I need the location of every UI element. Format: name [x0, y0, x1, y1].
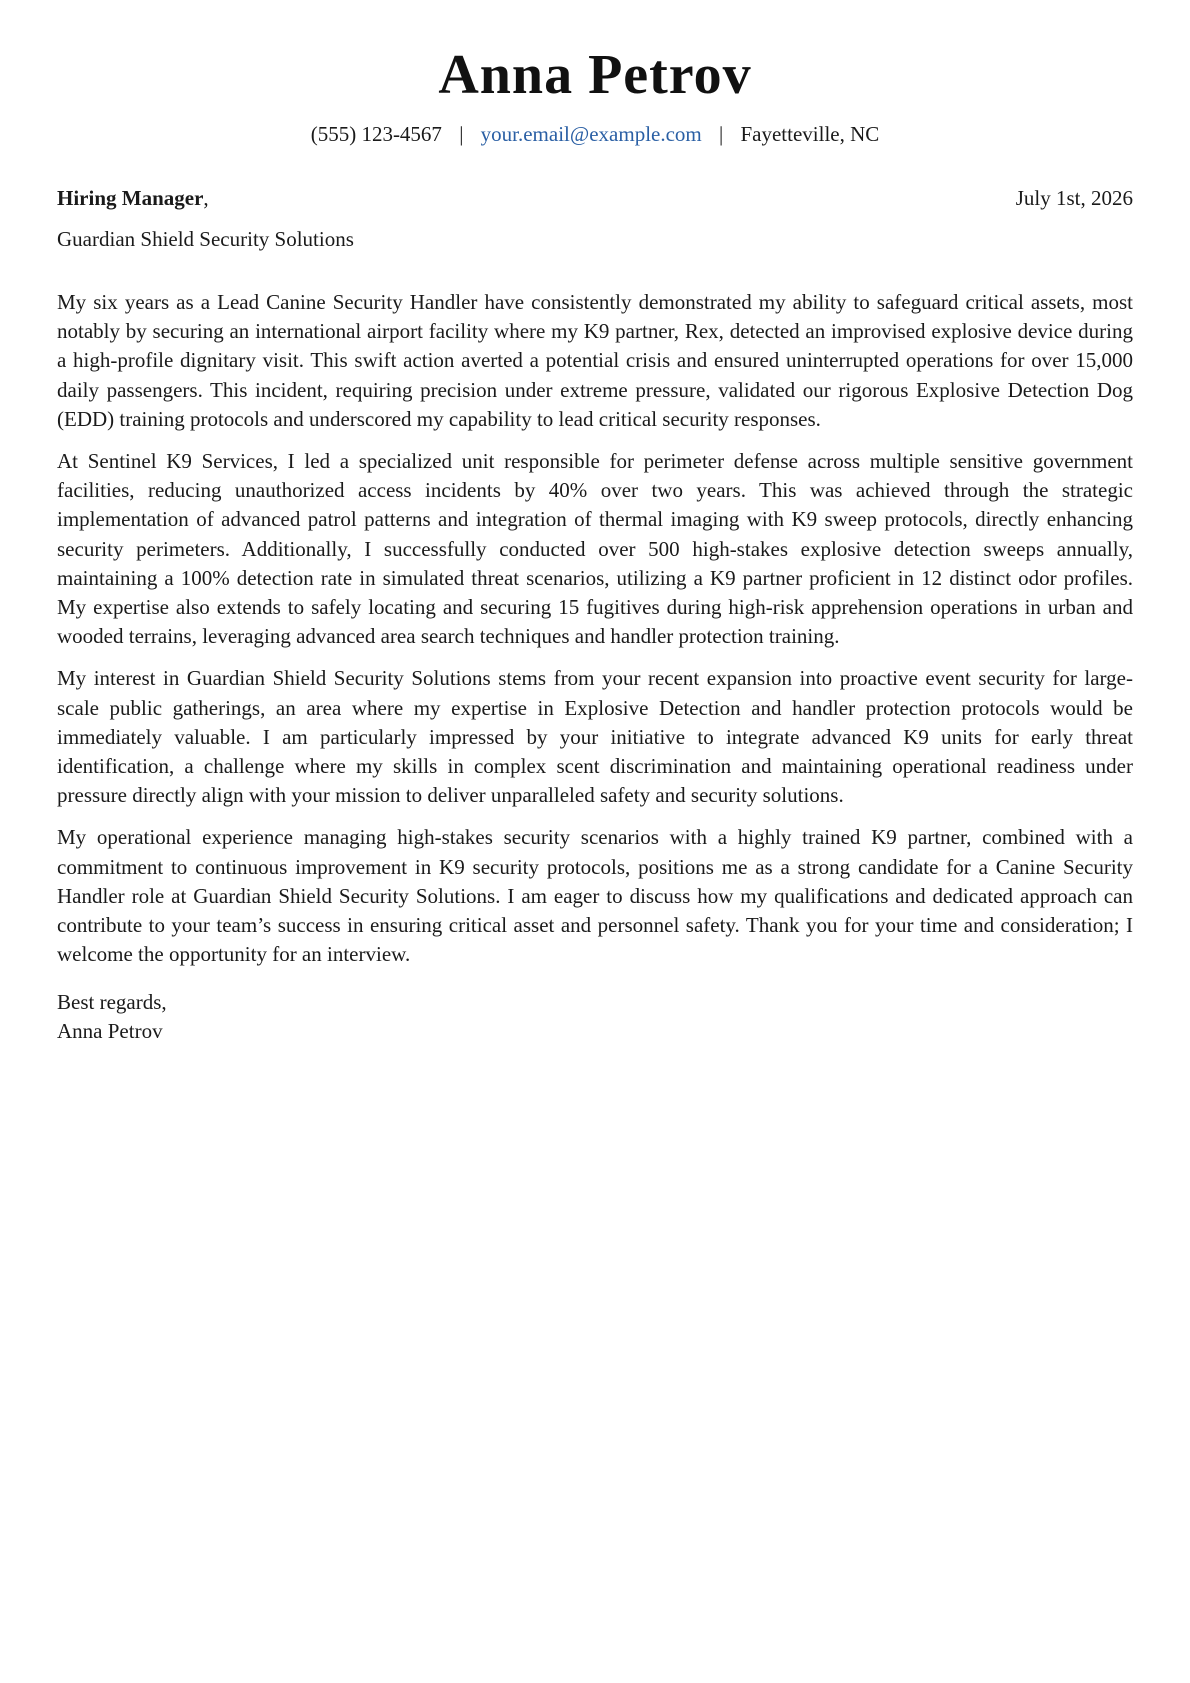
contact-separator: | — [719, 122, 724, 146]
location: Fayetteville, NC — [740, 122, 880, 146]
contact-separator: | — [459, 122, 464, 146]
closing-block — [57, 988, 1133, 1046]
closing-salutation: Best regards, — [57, 990, 167, 1015]
phone-number: (555) 123-4567 — [310, 122, 442, 146]
body-paragraph: My operational experience managing high-stakes security scenarios with a highly trained K9 partner, combined with a commitment to continuous improvement in K9 security protocols, positions me as a strong candidate for a Canine Security Handler role at Guardian Shield Security Solutions. I am eager to discuss how my qualifications and dedicated approach can contribute to your team’s success in ensuring critical asset and personnel safety. Thank you for your time and consideration; I welcome the opportunity for an interview. — [57, 825, 1133, 967]
recipient-name: Hiring Manager — [57, 186, 204, 210]
body-paragraph: At Sentinel K9 Services, I led a specialized unit responsible for perimeter defense across multiple sensitive government facilities, reducing unauthorized access incidents by 40% over two years. This was achieved through the strategic implementation of advanced patrol patterns and integration of thermal imaging with K9 sweep protocols, directly enhancing security perimeters. Additionally, I successfully conducted over 500 high-stakes explosive detection sweeps annually, maintaining a 100% detection rate in simulated threat scenarios, utilizing a K9 partner proficient in 12 distinct odor profiles. My expertise also extends to safely locating and securing 15 fugitives during high-risk apprehension operations in urban and wooded terrains, leveraging advanced area search techniques and handler protection training. — [57, 449, 1133, 649]
contact-line — [57, 120, 1133, 148]
recipient-comma: , — [203, 186, 209, 210]
recipient-line — [57, 184, 209, 212]
body-paragraph: My interest in Guardian Shield Security Solutions stems from your recent expansion into proactive event security for large-scale public gatherings, an area where my expertise in Explosive Detection and handler protection protocols would be immediately valuable. I am particularly impressed by your initiative to integrate advanced K9 units for early threat identification, a challenge where my skills in complex scent discrimination and maintaining operational readiness under pressure directly align with your mission to deliver unparalleled safety and security solutions. — [57, 666, 1133, 808]
letter-body — [57, 288, 1133, 969]
body-paragraph: My six years as a Lead Canine Security Handler have consistently demonstrated my ability to safeguard critical assets, most notably by securing an international airport facility where my K9 partner, Rex, detected an improvised explosive device during a high-profile dignitary visit. This swift action averted a potential crisis and ensured uninterrupted operations for over 15,000 daily passengers. This incident, requiring precision under extreme pressure, validated our rigorous Explosive Detection Dog (EDD) training protocols and underscored my capability to lead critical security responses. — [57, 290, 1133, 431]
signature-name: Anna Petrov — [57, 1019, 163, 1044]
email-link[interactable]: your.email@example.com — [480, 122, 702, 146]
company-name: Guardian Shield Security Solutions — [57, 227, 354, 251]
recipient-date-row — [57, 184, 1133, 212]
applicant-name: Anna Petrov — [438, 44, 752, 106]
letter-date: July 1st, 2026 — [1015, 186, 1133, 210]
